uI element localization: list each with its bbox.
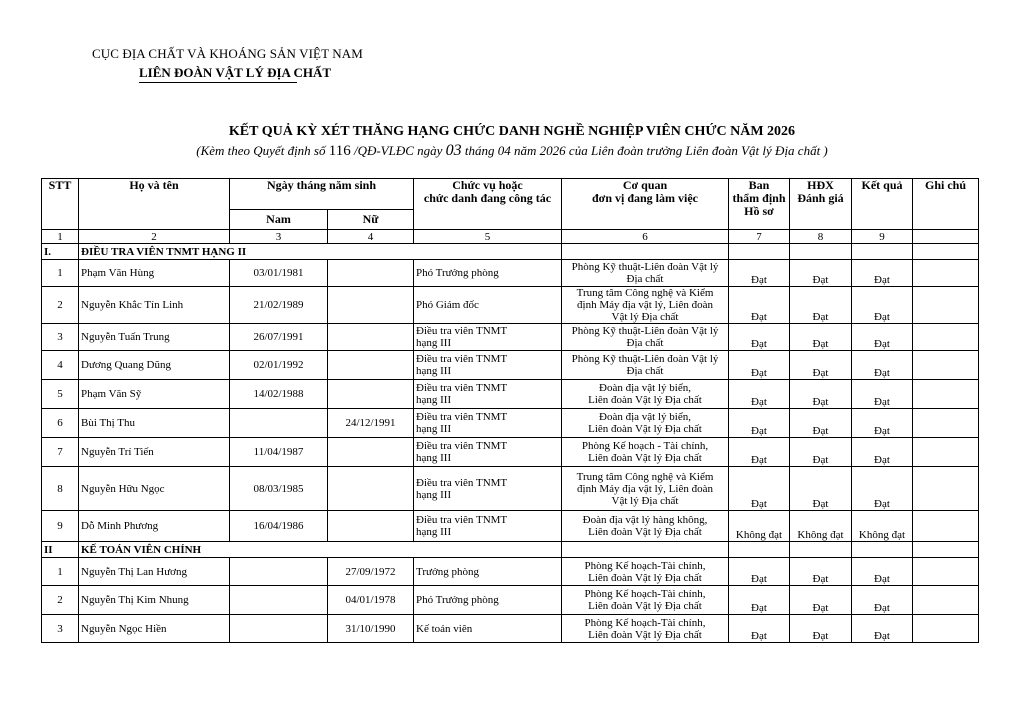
row-unit-line: Trung tâm Công nghệ và Kiểm	[576, 287, 714, 299]
row-review-result: Đạt	[729, 380, 790, 409]
empty-cell	[913, 542, 979, 558]
header-name: Họ và tên	[79, 179, 230, 230]
section-title: KẾ TOÁN VIÊN CHÍNH	[79, 542, 562, 558]
header-council-line1: HĐX	[807, 178, 834, 192]
header-review	[729, 179, 790, 230]
table-row	[42, 260, 979, 287]
empty-cell	[790, 542, 852, 558]
row-unit-line: định Máy địa vật lý, Liên đoàn	[577, 299, 713, 311]
row-stt: 7	[42, 438, 79, 467]
column-number: 3	[230, 230, 328, 244]
row-position-line2: hạng III	[416, 488, 452, 501]
row-final-result: Đạt	[852, 438, 913, 467]
empty-cell	[729, 542, 790, 558]
row-name: Nguyễn Hữu Ngọc	[79, 467, 230, 511]
row-dob-male: 14/02/1988	[230, 380, 328, 409]
row-council-result: Đạt	[790, 287, 852, 324]
decision-day: 03	[445, 142, 462, 159]
empty-cell	[729, 244, 790, 260]
subtitle-part1: (Kèm theo Quyết định số	[196, 143, 326, 158]
org-name: LIÊN ĐOÀN VẬT LÝ ĐỊA CHẤT	[139, 65, 332, 80]
row-final-result: Đạt	[852, 324, 913, 351]
row-unit-line: Phòng Kỹ thuật-Liên đoàn Vật lý	[571, 325, 719, 337]
row-dob-male	[230, 586, 328, 615]
row-dob-female	[328, 380, 414, 409]
empty-cell	[852, 244, 913, 260]
row-position	[414, 260, 562, 287]
row-unit	[562, 438, 729, 467]
row-unit	[562, 511, 729, 542]
row-review-result: Đạt	[729, 287, 790, 324]
row-position	[414, 511, 562, 542]
row-unit-line: Vật lý Địa chất	[611, 494, 679, 507]
row-unit-line: Địa chất	[626, 365, 664, 377]
header-dob: Ngày tháng năm sinh	[230, 179, 414, 210]
table-row	[42, 511, 979, 542]
row-unit-line: Phòng Kế hoạch-Tài chính,	[584, 559, 706, 572]
column-number: 9	[852, 230, 913, 244]
row-unit-line: Phòng Kế hoạch - Tài chính,	[581, 440, 709, 452]
column-number: 2	[79, 230, 230, 244]
row-final-result: Đạt	[852, 287, 913, 324]
row-stt: 1	[42, 260, 79, 287]
row-position	[414, 380, 562, 409]
row-note	[913, 438, 979, 467]
row-name: Nguyễn Trí Tiến	[79, 438, 230, 467]
row-review-result: Đạt	[729, 615, 790, 643]
header-result: Kết quả	[852, 179, 913, 230]
header-unit	[562, 179, 729, 230]
row-unit	[562, 586, 729, 615]
document-subtitle	[0, 142, 1024, 160]
org-parent: CỤC ĐỊA CHẤT VÀ KHOÁNG SẢN VIỆT NAM	[92, 46, 363, 61]
header-note: Ghi chú	[913, 179, 979, 230]
row-unit-line: Liên đoàn Vật lý Địa chất	[588, 628, 702, 641]
row-name: Dương Quang Dũng	[79, 351, 230, 380]
row-stt: 8	[42, 467, 79, 511]
row-dob-male: 03/01/1981	[230, 260, 328, 287]
subtitle-part3: tháng 04 năm 2026 của Liên đoàn trưởng Liên đoàn Vật lý Địa chất )	[464, 143, 828, 158]
row-note	[913, 586, 979, 615]
row-position-line1: Điều tra viên TNMT	[416, 514, 508, 526]
row-review-result: Đạt	[729, 409, 790, 438]
header-review-line1: Ban	[748, 178, 770, 192]
row-final-result: Đạt	[852, 467, 913, 511]
row-position	[414, 409, 562, 438]
header-council-line2: Đánh giá	[797, 191, 844, 205]
row-position	[414, 586, 562, 615]
row-dob-female: 31/10/1990	[328, 615, 414, 643]
column-number: 1	[42, 230, 79, 244]
row-council-result: Đạt	[790, 615, 852, 643]
row-stt: 2	[42, 586, 79, 615]
row-position	[414, 467, 562, 511]
row-position-line1: Phó Giám đốc	[416, 299, 479, 311]
row-note	[913, 351, 979, 380]
row-name: Nguyễn Khắc Tín Linh	[79, 287, 230, 324]
row-unit-line: Liên đoàn Vật lý Địa chất	[588, 600, 702, 612]
header-review-line2: thẩm định	[732, 191, 786, 205]
empty-cell	[913, 244, 979, 260]
table-row	[42, 324, 979, 351]
section-row	[42, 244, 979, 260]
row-position	[414, 351, 562, 380]
column-number	[913, 230, 979, 244]
row-unit-line: Vật lý Địa chất	[611, 311, 679, 323]
header-position-line1: Chức vụ hoặc	[452, 178, 523, 192]
row-dob-female	[328, 351, 414, 380]
table-row	[42, 287, 979, 324]
row-stt: 4	[42, 351, 79, 380]
row-unit	[562, 287, 729, 324]
row-final-result: Đạt	[852, 586, 913, 615]
column-number: 5	[414, 230, 562, 244]
row-dob-female	[328, 324, 414, 351]
row-dob-male: 16/04/1986	[230, 511, 328, 542]
row-position	[414, 287, 562, 324]
row-position	[414, 438, 562, 467]
row-council-result: Đạt	[790, 409, 852, 438]
section-index: II	[42, 542, 79, 558]
row-name: Nguyễn Tuấn Trung	[79, 324, 230, 351]
row-dob-male: 11/04/1987	[230, 438, 328, 467]
row-dob-female: 27/09/1972	[328, 558, 414, 586]
row-dob-female	[328, 438, 414, 467]
row-dob-female	[328, 511, 414, 542]
org-underline	[139, 82, 297, 83]
row-position	[414, 558, 562, 586]
header-female: Nữ	[328, 210, 414, 230]
row-council-result: Không đạt	[790, 511, 852, 542]
row-dob-male: 21/02/1989	[230, 287, 328, 324]
row-note	[913, 511, 979, 542]
row-dob-female	[328, 467, 414, 511]
row-position	[414, 615, 562, 643]
row-position-line1: Điều tra viên TNMT	[416, 440, 508, 452]
row-note	[913, 260, 979, 287]
row-council-result: Đạt	[790, 438, 852, 467]
row-unit	[562, 380, 729, 409]
results-table	[41, 178, 979, 643]
row-note	[913, 467, 979, 511]
table-row	[42, 380, 979, 409]
row-final-result: Đạt	[852, 558, 913, 586]
header-council	[790, 179, 852, 230]
row-council-result: Đạt	[790, 260, 852, 287]
row-position-line1: Điều tra viên TNMT	[416, 476, 508, 489]
document-title: KẾT QUẢ KỲ XÉT THĂNG HẠNG CHỨC DANH NGHỀ NGHIỆP VIÊN CHỨC NĂM 2026	[228, 124, 796, 139]
row-dob-male	[230, 558, 328, 586]
header-unit-line1: Cơ quan	[622, 178, 668, 192]
row-stt: 5	[42, 380, 79, 409]
row-position-line1: Điều tra viên TNMT	[416, 353, 508, 365]
section-title: ĐIỀU TRA VIÊN TNMT HẠNG II	[79, 244, 562, 260]
empty-cell	[852, 542, 913, 558]
row-unit	[562, 260, 729, 287]
row-review-result: Đạt	[729, 351, 790, 380]
row-unit-line: định Máy địa vật lý, Liên đoàn	[577, 482, 713, 495]
row-final-result: Đạt	[852, 615, 913, 643]
row-position-line2: hạng III	[416, 365, 452, 377]
row-dob-male: 08/03/1985	[230, 467, 328, 511]
row-name: Bùi Thị Thu	[79, 409, 230, 438]
row-review-result: Đạt	[729, 467, 790, 511]
row-council-result: Đạt	[790, 558, 852, 586]
row-name: Nguyễn Thị Kim Nhung	[79, 586, 230, 615]
table-row	[42, 467, 979, 511]
row-unit	[562, 324, 729, 351]
row-dob-female	[328, 260, 414, 287]
row-unit-line: Liên đoàn Vật lý Địa chất	[588, 394, 702, 406]
row-council-result: Đạt	[790, 380, 852, 409]
row-unit	[562, 351, 729, 380]
row-unit-line: Đoàn địa vật lý biển,	[599, 382, 691, 394]
row-council-result: Đạt	[790, 351, 852, 380]
row-dob-female: 24/12/1991	[328, 409, 414, 438]
row-unit	[562, 615, 729, 643]
row-review-result: Không đạt	[729, 511, 790, 542]
column-number-row	[42, 230, 979, 244]
column-number: 6	[562, 230, 729, 244]
header-stt: STT	[42, 179, 79, 230]
row-final-result: Đạt	[852, 380, 913, 409]
row-council-result: Đạt	[790, 324, 852, 351]
row-unit-line: Địa chất	[626, 337, 664, 349]
empty-cell	[562, 542, 729, 558]
section-index: I.	[42, 244, 79, 260]
row-stt: 3	[42, 324, 79, 351]
row-stt: 3	[42, 615, 79, 643]
row-final-result: Đạt	[852, 260, 913, 287]
row-review-result: Đạt	[729, 586, 790, 615]
row-note	[913, 558, 979, 586]
row-unit-line: Liên đoàn Vật lý Địa chất	[588, 423, 702, 435]
row-position-line1: Điều tra viên TNMT	[416, 411, 508, 423]
header-position-line2: chức danh đang công tác	[423, 191, 552, 205]
row-position-line2: hạng III	[416, 394, 452, 406]
row-position-line2: hạng III	[416, 337, 452, 349]
row-position-line1: Trưởng phòng	[416, 565, 480, 578]
row-name: Nguyễn Ngọc Hiền	[79, 615, 230, 643]
row-note	[913, 287, 979, 324]
table-row	[42, 438, 979, 467]
row-position-line1: Phó Trưởng phòng	[416, 267, 499, 279]
section-row	[42, 542, 979, 558]
column-number: 7	[729, 230, 790, 244]
row-unit-line: Phòng Kỹ thuật-Liên đoàn Vật lý	[571, 261, 719, 273]
row-unit	[562, 558, 729, 586]
row-review-result: Đạt	[729, 324, 790, 351]
row-position-line1: Phó Trưởng phòng	[416, 594, 499, 606]
table-row	[42, 615, 979, 643]
row-dob-female	[328, 287, 414, 324]
row-note	[913, 409, 979, 438]
row-unit-line: Trung tâm Công nghệ và Kiểm	[576, 470, 714, 483]
row-unit-line: Đoàn địa vật lý biển,	[599, 411, 691, 423]
row-position-line2: hạng III	[416, 526, 452, 538]
row-position-line1: Điều tra viên TNMT	[416, 325, 508, 337]
row-dob-female: 04/01/1978	[328, 586, 414, 615]
row-unit-line: Phòng Kế hoạch-Tài chính,	[584, 616, 706, 629]
row-final-result: Đạt	[852, 351, 913, 380]
row-unit-line: Liên đoàn Vật lý Địa chất	[588, 452, 702, 464]
row-council-result: Đạt	[790, 467, 852, 511]
row-dob-male: 26/07/1991	[230, 324, 328, 351]
row-name: Nguyễn Thị Lan Hương	[79, 558, 230, 586]
header-male: Nam	[230, 210, 328, 230]
header-unit-line2: đơn vị đang làm việc	[592, 191, 698, 205]
empty-cell	[790, 244, 852, 260]
table-row	[42, 586, 979, 615]
row-name: Dỗ Minh Phương	[79, 511, 230, 542]
row-name: Phạm Văn Sỹ	[79, 380, 230, 409]
row-position-line1: Kế toán viên	[416, 622, 473, 635]
row-name: Phạm Văn Hùng	[79, 260, 230, 287]
row-stt: 9	[42, 511, 79, 542]
row-dob-male	[230, 409, 328, 438]
row-position	[414, 324, 562, 351]
row-unit-line: Phòng Kế hoạch-Tài chính,	[584, 588, 706, 600]
row-unit-line: Liên đoàn Vật lý Địa chất	[588, 526, 702, 538]
header-review-line3: Hồ sơ	[744, 204, 774, 218]
header-position	[414, 179, 562, 230]
table-row	[42, 351, 979, 380]
row-stt: 6	[42, 409, 79, 438]
table-row	[42, 409, 979, 438]
row-note	[913, 380, 979, 409]
row-position-line2: hạng III	[416, 423, 452, 435]
row-position-line2: hạng III	[416, 452, 452, 464]
row-unit	[562, 467, 729, 511]
row-unit-line: Phòng Kỹ thuật-Liên đoàn Vật lý	[571, 353, 719, 365]
row-note	[913, 615, 979, 643]
row-dob-male	[230, 615, 328, 643]
row-final-result: Không đạt	[852, 511, 913, 542]
decision-number: 116	[328, 143, 351, 159]
row-review-result: Đạt	[729, 260, 790, 287]
column-number: 8	[790, 230, 852, 244]
row-note	[913, 324, 979, 351]
table-row	[42, 558, 979, 586]
row-position-line1: Điều tra viên TNMT	[416, 382, 508, 394]
row-review-result: Đạt	[729, 558, 790, 586]
row-dob-male: 02/01/1992	[230, 351, 328, 380]
empty-cell	[562, 244, 729, 260]
row-review-result: Đạt	[729, 438, 790, 467]
row-council-result: Đạt	[790, 586, 852, 615]
row-final-result: Đạt	[852, 409, 913, 438]
row-unit	[562, 409, 729, 438]
subtitle-part2: /QĐ-VLĐC ngày	[353, 143, 443, 158]
row-unit-line: Liên đoàn Vật lý Địa chất	[588, 571, 702, 584]
row-unit-line: Đoàn địa vật lý hàng không,	[582, 514, 708, 526]
row-unit-line: Địa chất	[626, 273, 664, 285]
row-stt: 1	[42, 558, 79, 586]
row-stt: 2	[42, 287, 79, 324]
column-number: 4	[328, 230, 414, 244]
